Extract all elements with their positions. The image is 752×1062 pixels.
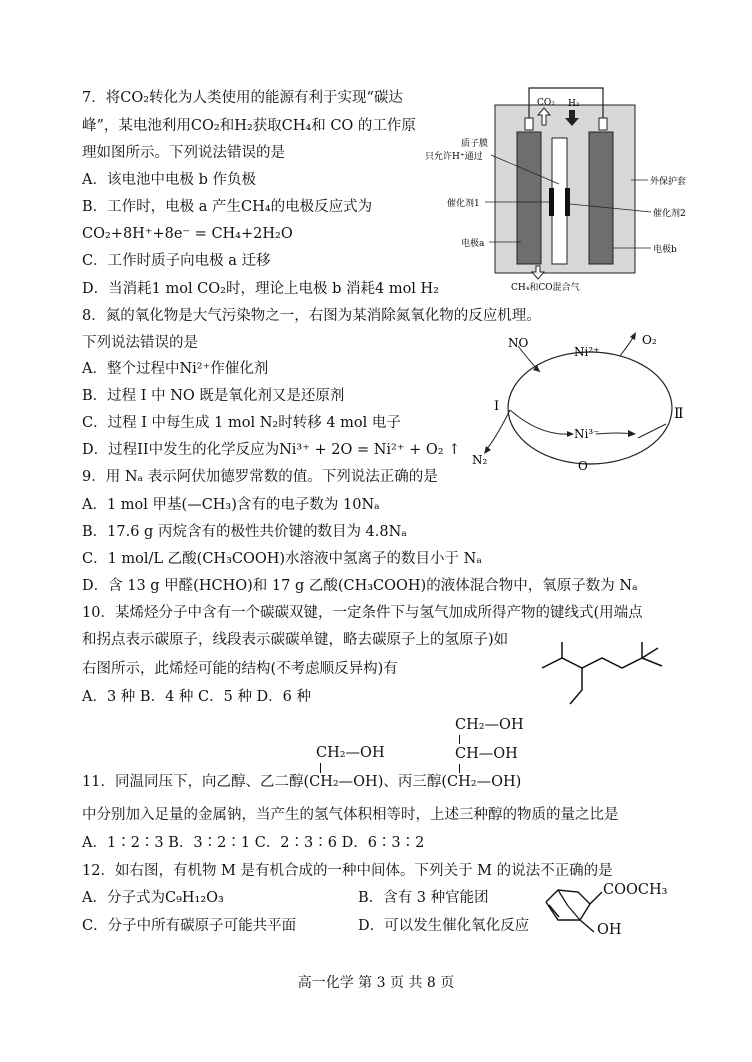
q9-option-c: C．1 mol/L 乙酸(CH₃COOH)水溶液中氢离子的数目小于 Nₐ bbox=[82, 551, 482, 567]
electrode-a-label: 电极a bbox=[461, 239, 485, 249]
membrane-shape bbox=[552, 138, 567, 264]
q9-line1: 9．用 Nₐ 表示阿伏加德罗常数的值。下列说法正确的是 bbox=[82, 469, 438, 485]
electrode-a-shape bbox=[517, 132, 541, 264]
q7-option-c: C．工作时质子向电极 a 迁移 bbox=[82, 253, 271, 269]
main-chain bbox=[542, 658, 642, 668]
q7-line1: 7．将CO₂转化为人类使用的能源有利于实现“碳达 bbox=[82, 90, 403, 106]
membrane-label-2: 只允许H⁺通过 bbox=[425, 152, 483, 162]
q11-line1: 11．同温同压下，向乙醇、乙二醇(CH₂—OH)、丙三醇(CH₂—OH) bbox=[82, 774, 522, 790]
q10-line2: 和拐点表示碳原子，线段表示碳碳单键，略去碳原子上的氢原子)如 bbox=[82, 632, 509, 648]
h2-label: H₂ bbox=[568, 99, 580, 109]
q12-option-c: C．分子中所有碳原子可能共平面 bbox=[82, 918, 297, 934]
catalyst1-shape bbox=[549, 188, 554, 216]
q12-option-a: A．分子式为C₉H₁₂O₃ bbox=[82, 890, 224, 906]
q8-option-b: B．过程 I 中 NO 既是氧化剂又是还原剂 bbox=[82, 388, 345, 404]
o-minus-label: O⁻ bbox=[578, 459, 595, 473]
electrode-b-shape bbox=[589, 132, 613, 264]
q10-line3: 右图所示，此烯烃可能的结构(不考虑顺反异构)有 bbox=[82, 661, 398, 677]
catalyst1-label: 催化剂1 bbox=[447, 199, 480, 209]
q11-line2: 中分别加入足量的金属钠，当产生的氢气体积相等时，上述三种醇的物质的量之比是 bbox=[82, 807, 619, 823]
terminal-a bbox=[525, 118, 533, 130]
battery-diagram bbox=[425, 80, 725, 295]
q7-line3: 理如图所示。下列说法错误的是 bbox=[82, 145, 285, 161]
q12-option-d: D．可以发生催化氧化反应 bbox=[358, 918, 530, 934]
q7-line2: 峰”，某电池利用CO₂和H₂获取CH₄和 CO 的工作原 bbox=[82, 118, 416, 134]
step2-label: Ⅱ bbox=[674, 406, 684, 422]
q9-option-a: A．1 mol 甲基(—CH₃)含有的电子数为 10Nₐ bbox=[82, 497, 380, 513]
step1-label: I bbox=[494, 399, 500, 414]
ester-group-label: COOCH₃ bbox=[603, 882, 668, 898]
q10-line1: 10．某烯烃分子中含有一个碳碳双键，一定条件下与氢气加成所得产物的键线式(用端点 bbox=[82, 605, 643, 621]
outer-cover-label: 外保护套 bbox=[650, 177, 687, 187]
no-label: NO bbox=[508, 336, 529, 350]
terminal-b bbox=[599, 118, 607, 130]
hydroxyl-group-label: OH bbox=[597, 922, 622, 938]
q7-option-b-equation: CO₂+8H⁺+8e⁻ = CH₄+2H₂O bbox=[82, 226, 293, 242]
q12-line1: 12．如右图，有机物 M 是有机合成的一种中间体。下列关于 M 的说法不正确的是 bbox=[82, 863, 613, 879]
catalyst2-shape bbox=[565, 188, 570, 216]
q8-option-d: D．过程II中发生的化学反应为Ni³⁺ + 2O = Ni²⁺ + O₂ ↑ bbox=[82, 442, 461, 458]
membrane-label-1: 质子膜 bbox=[461, 139, 489, 149]
electrode-b-label: 电极b bbox=[653, 245, 677, 255]
q7-option-a: A．该电池中电极 b 作负极 bbox=[82, 172, 256, 188]
ni3-label: Ni³⁻ bbox=[574, 427, 600, 441]
o2-label: O₂ bbox=[642, 333, 657, 347]
ethylene-glycol-top: CH₂—OH bbox=[316, 745, 385, 761]
q8-line1: 8．氮的氧化物是大气污染物之一，右图为某消除氮氧化物的反应机理。 bbox=[82, 308, 541, 324]
glycerol-middle: CH—OH bbox=[455, 746, 518, 762]
q7-option-d: D．当消耗1 mol CO₂时，理论上电极 b 消耗4 mol H₂ bbox=[82, 281, 439, 297]
q8-line2: 下列说法错误的是 bbox=[82, 335, 198, 351]
ni2-label: Ni²⁺ bbox=[574, 345, 600, 359]
reaction-cycle-diagram bbox=[470, 328, 700, 478]
skeletal-formula bbox=[540, 640, 670, 712]
co2-label: CO₂ bbox=[537, 98, 555, 108]
outlet-label: CH₄和CO混合气 bbox=[511, 283, 580, 293]
q10-options: A．3 种 B．4 种 C．5 种 D．6 种 bbox=[82, 689, 312, 705]
q9-option-b: B．17.6 g 丙烷含有的极性共价键的数目为 4.8Nₐ bbox=[82, 524, 407, 540]
q11-options: A．1∶2∶3 B．3∶2∶1 C．2∶3∶6 D．6∶3∶2 bbox=[82, 835, 425, 851]
q9-option-d: D．含 13 g 甲醛(HCHO)和 17 g 乙酸(CH₃COOH)的液体混合物中，氧原子数为 Nₐ bbox=[82, 578, 638, 594]
cycle-ellipse bbox=[508, 352, 672, 464]
page-footer: 高一化学 第 3 页 共 8 页 bbox=[297, 975, 455, 991]
q7-option-b: B．工作时，电极 a 产生CH₄的电极反应式为 bbox=[82, 199, 373, 215]
q8-option-c: C．过程 I 中每生成 1 mol N₂时转移 4 mol 电子 bbox=[82, 415, 401, 431]
n2-label: N₂ bbox=[472, 453, 488, 467]
q8-option-a: A．整个过程中Ni²⁺作催化剂 bbox=[82, 361, 269, 377]
catalyst2-label: 催化剂2 bbox=[653, 209, 686, 219]
q12-option-b: B．含有 3 种官能团 bbox=[358, 890, 489, 906]
glycerol-top: CH₂—OH bbox=[455, 717, 524, 733]
